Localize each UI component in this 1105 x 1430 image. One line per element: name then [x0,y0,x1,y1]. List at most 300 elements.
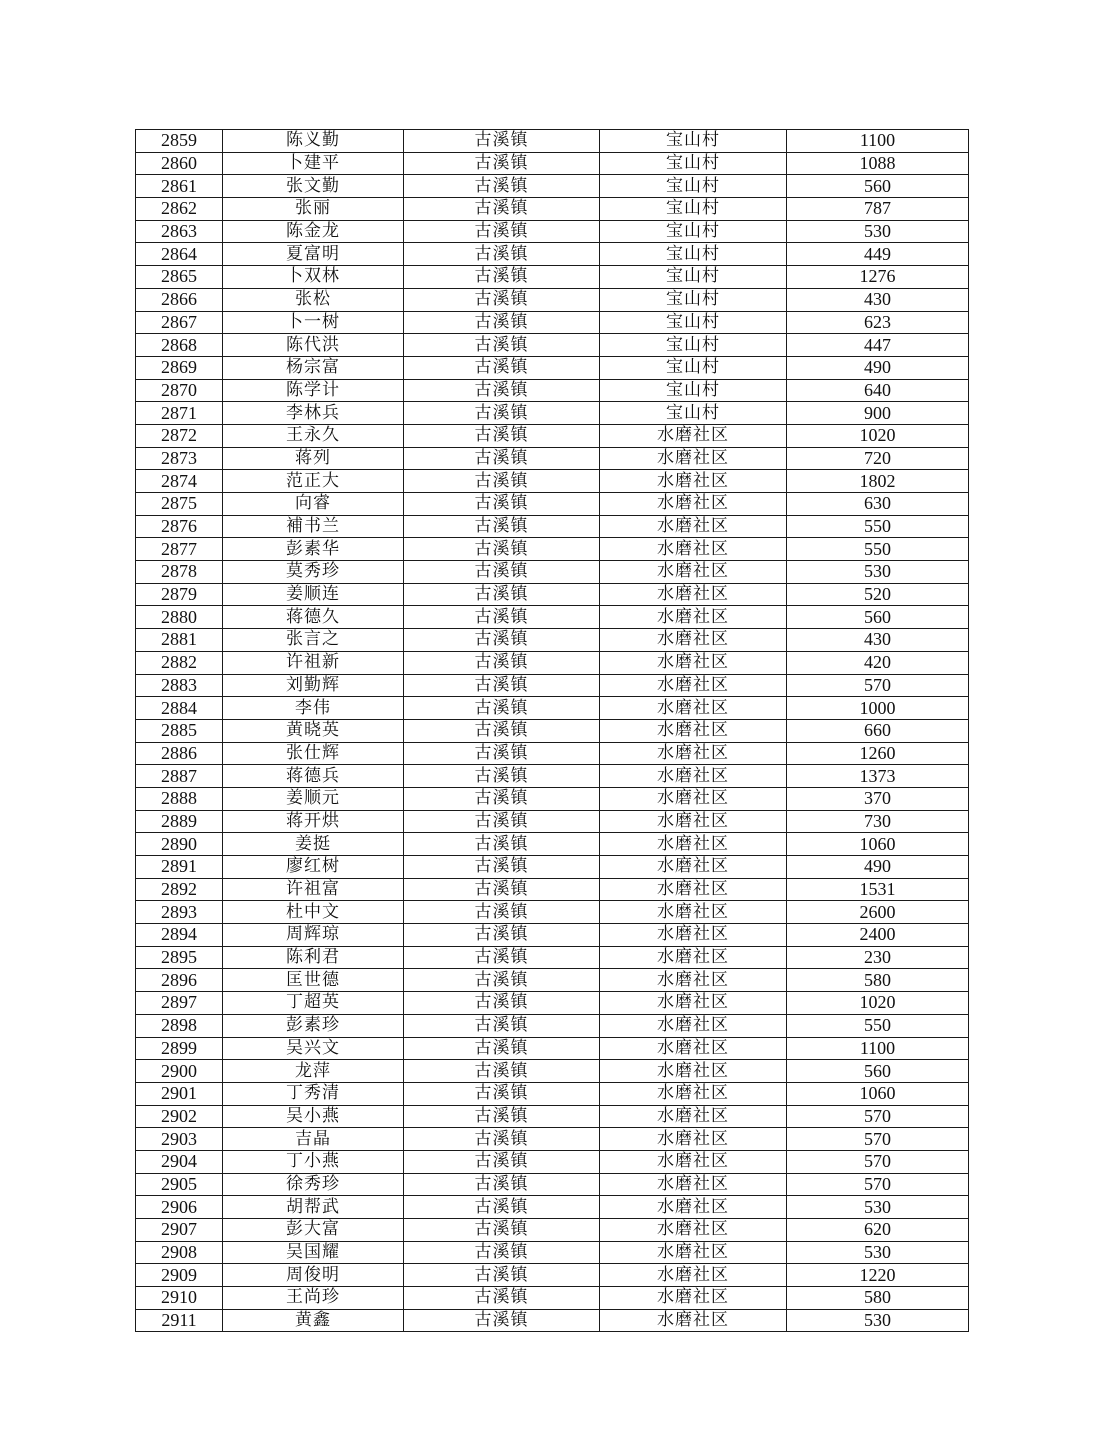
town-cell: 古溪镇 [404,379,600,402]
table-body [136,130,969,1332]
row-id-cell: 2861 [136,175,223,198]
row-id-cell: 2888 [136,787,223,810]
name-cell: 夏富明 [223,243,404,266]
row-id-cell: 2907 [136,1219,223,1242]
row-id-cell: 2860 [136,152,223,175]
name-cell: 卜一树 [223,311,404,334]
village-cell: 水磨社区 [600,651,787,674]
amount-cell: 1260 [787,742,969,765]
village-cell: 水磨社区 [600,992,787,1015]
row-id-cell: 2902 [136,1105,223,1128]
row-id-cell: 2910 [136,1287,223,1310]
row-id-cell: 2863 [136,220,223,243]
amount-cell: 1000 [787,697,969,720]
town-cell: 古溪镇 [404,424,600,447]
table-row [136,561,969,584]
table-row [136,629,969,652]
name-cell: 许祖富 [223,878,404,901]
village-cell: 宝山村 [600,130,787,153]
table-row [136,1241,969,1264]
village-cell: 水磨社区 [600,1219,787,1242]
town-cell: 古溪镇 [404,493,600,516]
village-cell: 水磨社区 [600,1287,787,1310]
row-id-cell: 2893 [136,901,223,924]
row-id-cell: 2891 [136,856,223,879]
village-cell: 水磨社区 [600,1264,787,1287]
table-row [136,606,969,629]
village-cell: 宝山村 [600,152,787,175]
name-cell: 補书兰 [223,515,404,538]
village-cell: 水磨社区 [600,901,787,924]
name-cell: 丁超英 [223,992,404,1015]
village-cell: 水磨社区 [600,1173,787,1196]
amount-cell: 570 [787,1173,969,1196]
table-row [136,856,969,879]
town-cell: 古溪镇 [404,311,600,334]
amount-cell: 530 [787,1309,969,1332]
table-row [136,266,969,289]
table-row [136,878,969,901]
amount-cell: 570 [787,1105,969,1128]
town-cell: 古溪镇 [404,220,600,243]
amount-cell: 370 [787,787,969,810]
table-row [136,924,969,947]
name-cell: 姜顺元 [223,787,404,810]
amount-cell: 420 [787,651,969,674]
table-row [136,470,969,493]
village-cell: 宝山村 [600,198,787,221]
village-cell: 水磨社区 [600,1128,787,1151]
village-cell: 水磨社区 [600,697,787,720]
name-cell: 蒋列 [223,447,404,470]
name-cell: 吴兴文 [223,1037,404,1060]
village-cell: 水磨社区 [600,924,787,947]
town-cell: 古溪镇 [404,334,600,357]
name-cell: 向睿 [223,493,404,516]
amount-cell: 1220 [787,1264,969,1287]
table-row [136,356,969,379]
town-cell: 古溪镇 [404,175,600,198]
village-cell: 水磨社区 [600,719,787,742]
town-cell: 古溪镇 [404,629,600,652]
amount-cell: 1276 [787,266,969,289]
amount-cell: 900 [787,402,969,425]
row-id-cell: 2909 [136,1264,223,1287]
amount-cell: 720 [787,447,969,470]
village-cell: 水磨社区 [600,515,787,538]
name-cell: 卜建平 [223,152,404,175]
village-cell: 水磨社区 [600,470,787,493]
row-id-cell: 2871 [136,402,223,425]
village-cell: 水磨社区 [600,787,787,810]
name-cell: 李林兵 [223,402,404,425]
name-cell: 陈金龙 [223,220,404,243]
amount-cell: 1020 [787,992,969,1015]
row-id-cell: 2898 [136,1014,223,1037]
town-cell: 古溪镇 [404,152,600,175]
table-row [136,334,969,357]
table-row [136,651,969,674]
village-cell: 宝山村 [600,266,787,289]
amount-cell: 2600 [787,901,969,924]
town-cell: 古溪镇 [404,969,600,992]
name-cell: 李伟 [223,697,404,720]
name-cell: 彭素珍 [223,1014,404,1037]
town-cell: 古溪镇 [404,765,600,788]
name-cell: 王永久 [223,424,404,447]
amount-cell: 1100 [787,130,969,153]
table-row [136,1150,969,1173]
town-cell: 古溪镇 [404,651,600,674]
amount-cell: 580 [787,1287,969,1310]
amount-cell: 530 [787,561,969,584]
table-row [136,515,969,538]
table-row [136,288,969,311]
village-cell: 水磨社区 [600,674,787,697]
row-id-cell: 2865 [136,266,223,289]
amount-cell: 787 [787,198,969,221]
row-id-cell: 2867 [136,311,223,334]
row-id-cell: 2875 [136,493,223,516]
table-row [136,1082,969,1105]
row-id-cell: 2879 [136,583,223,606]
table-row [136,787,969,810]
row-id-cell: 2899 [136,1037,223,1060]
row-id-cell: 2886 [136,742,223,765]
village-cell: 水磨社区 [600,1150,787,1173]
row-id-cell: 2873 [136,447,223,470]
town-cell: 古溪镇 [404,1309,600,1332]
town-cell: 古溪镇 [404,810,600,833]
amount-cell: 1802 [787,470,969,493]
name-cell: 张丽 [223,198,404,221]
amount-cell: 570 [787,674,969,697]
table-row [136,1287,969,1310]
row-id-cell: 2859 [136,130,223,153]
town-cell: 古溪镇 [404,606,600,629]
town-cell: 古溪镇 [404,878,600,901]
village-cell: 水磨社区 [600,629,787,652]
town-cell: 古溪镇 [404,1128,600,1151]
name-cell: 蒋德兵 [223,765,404,788]
amount-cell: 530 [787,1241,969,1264]
table-row [136,583,969,606]
town-cell: 古溪镇 [404,1014,600,1037]
row-id-cell: 2878 [136,561,223,584]
table-row [136,1309,969,1332]
town-cell: 古溪镇 [404,266,600,289]
row-id-cell: 2897 [136,992,223,1015]
table-row [136,1037,969,1060]
name-cell: 莫秀珍 [223,561,404,584]
amount-cell: 730 [787,810,969,833]
town-cell: 古溪镇 [404,130,600,153]
table-row [136,1264,969,1287]
table-row [136,719,969,742]
town-cell: 古溪镇 [404,1264,600,1287]
village-cell: 水磨社区 [600,969,787,992]
town-cell: 古溪镇 [404,833,600,856]
village-cell: 宝山村 [600,402,787,425]
table-row [136,810,969,833]
name-cell: 周俊明 [223,1264,404,1287]
name-cell: 吴国耀 [223,1241,404,1264]
village-cell: 水磨社区 [600,742,787,765]
row-id-cell: 2895 [136,946,223,969]
town-cell: 古溪镇 [404,1105,600,1128]
name-cell: 陈学计 [223,379,404,402]
table-row [136,311,969,334]
amount-cell: 430 [787,629,969,652]
town-cell: 古溪镇 [404,992,600,1015]
amount-cell: 560 [787,175,969,198]
row-id-cell: 2892 [136,878,223,901]
town-cell: 古溪镇 [404,1082,600,1105]
amount-cell: 530 [787,1196,969,1219]
name-cell: 胡帮武 [223,1196,404,1219]
row-id-cell: 2866 [136,288,223,311]
amount-cell: 1531 [787,878,969,901]
amount-cell: 640 [787,379,969,402]
town-cell: 古溪镇 [404,1219,600,1242]
name-cell: 姜顺连 [223,583,404,606]
town-cell: 古溪镇 [404,719,600,742]
town-cell: 古溪镇 [404,1173,600,1196]
amount-cell: 1100 [787,1037,969,1060]
amount-cell: 1020 [787,424,969,447]
name-cell: 刘勤辉 [223,674,404,697]
row-id-cell: 2880 [136,606,223,629]
town-cell: 古溪镇 [404,198,600,221]
village-cell: 宝山村 [600,175,787,198]
village-cell: 宝山村 [600,288,787,311]
name-cell: 龙萍 [223,1060,404,1083]
table-row [136,1060,969,1083]
table-row [136,198,969,221]
table-row [136,243,969,266]
table-row [136,742,969,765]
row-id-cell: 2904 [136,1150,223,1173]
village-cell: 水磨社区 [600,1037,787,1060]
table-row [136,969,969,992]
amount-cell: 580 [787,969,969,992]
name-cell: 蒋开烘 [223,810,404,833]
village-cell: 水磨社区 [600,1105,787,1128]
village-cell: 水磨社区 [600,1309,787,1332]
name-cell: 陈代洪 [223,334,404,357]
village-cell: 水磨社区 [600,424,787,447]
village-cell: 水磨社区 [600,561,787,584]
amount-cell: 230 [787,946,969,969]
town-cell: 古溪镇 [404,561,600,584]
table-row [136,493,969,516]
table-row [136,1105,969,1128]
name-cell: 杜中文 [223,901,404,924]
row-id-cell: 2874 [136,470,223,493]
town-cell: 古溪镇 [404,742,600,765]
village-cell: 水磨社区 [600,1241,787,1264]
amount-cell: 550 [787,1014,969,1037]
table-row [136,1014,969,1037]
row-id-cell: 2901 [136,1082,223,1105]
town-cell: 古溪镇 [404,1037,600,1060]
village-cell: 水磨社区 [600,1060,787,1083]
town-cell: 古溪镇 [404,243,600,266]
table-row [136,697,969,720]
name-cell: 周辉琼 [223,924,404,947]
name-cell: 杨宗富 [223,356,404,379]
village-cell: 宝山村 [600,311,787,334]
amount-cell: 430 [787,288,969,311]
row-id-cell: 2887 [136,765,223,788]
row-id-cell: 2883 [136,674,223,697]
name-cell: 黄晓英 [223,719,404,742]
amount-cell: 1373 [787,765,969,788]
row-id-cell: 2870 [136,379,223,402]
town-cell: 古溪镇 [404,1241,600,1264]
village-cell: 水磨社区 [600,833,787,856]
row-id-cell: 2876 [136,515,223,538]
name-cell: 吴小燕 [223,1105,404,1128]
town-cell: 古溪镇 [404,447,600,470]
amount-cell: 630 [787,493,969,516]
table-row [136,379,969,402]
town-cell: 古溪镇 [404,901,600,924]
table-row [136,402,969,425]
village-cell: 宝山村 [600,220,787,243]
amount-cell: 560 [787,1060,969,1083]
table-row [136,447,969,470]
amount-cell: 570 [787,1150,969,1173]
amount-cell: 620 [787,1219,969,1242]
amount-cell: 550 [787,515,969,538]
name-cell: 匡世德 [223,969,404,992]
town-cell: 古溪镇 [404,538,600,561]
row-id-cell: 2872 [136,424,223,447]
row-id-cell: 2864 [136,243,223,266]
village-cell: 水磨社区 [600,1196,787,1219]
name-cell: 吉晶 [223,1128,404,1151]
table-row [136,992,969,1015]
name-cell: 蒋德久 [223,606,404,629]
table-row [136,1128,969,1151]
amount-cell: 570 [787,1128,969,1151]
amount-cell: 550 [787,538,969,561]
table-row [136,152,969,175]
name-cell: 张言之 [223,629,404,652]
row-id-cell: 2894 [136,924,223,947]
name-cell: 张松 [223,288,404,311]
table-row [136,424,969,447]
data-table [135,129,969,1332]
town-cell: 古溪镇 [404,470,600,493]
row-id-cell: 2881 [136,629,223,652]
row-id-cell: 2877 [136,538,223,561]
town-cell: 古溪镇 [404,583,600,606]
amount-cell: 447 [787,334,969,357]
name-cell: 陈利君 [223,946,404,969]
table-row [136,538,969,561]
row-id-cell: 2869 [136,356,223,379]
amount-cell: 1060 [787,1082,969,1105]
village-cell: 水磨社区 [600,810,787,833]
row-id-cell: 2884 [136,697,223,720]
town-cell: 古溪镇 [404,1060,600,1083]
amount-cell: 1088 [787,152,969,175]
town-cell: 古溪镇 [404,787,600,810]
amount-cell: 1060 [787,833,969,856]
name-cell: 黄鑫 [223,1309,404,1332]
village-cell: 水磨社区 [600,946,787,969]
row-id-cell: 2906 [136,1196,223,1219]
town-cell: 古溪镇 [404,1287,600,1310]
table-row [136,946,969,969]
amount-cell: 560 [787,606,969,629]
row-id-cell: 2900 [136,1060,223,1083]
amount-cell: 660 [787,719,969,742]
name-cell: 姜挺 [223,833,404,856]
name-cell: 丁秀清 [223,1082,404,1105]
town-cell: 古溪镇 [404,697,600,720]
table-row [136,765,969,788]
table-row [136,1219,969,1242]
town-cell: 古溪镇 [404,924,600,947]
row-id-cell: 2905 [136,1173,223,1196]
village-cell: 水磨社区 [600,493,787,516]
town-cell: 古溪镇 [404,288,600,311]
amount-cell: 449 [787,243,969,266]
village-cell: 水磨社区 [600,765,787,788]
name-cell: 廖红树 [223,856,404,879]
table-row [136,175,969,198]
name-cell: 陈义勤 [223,130,404,153]
village-cell: 水磨社区 [600,1014,787,1037]
name-cell: 范正大 [223,470,404,493]
village-cell: 宝山村 [600,334,787,357]
town-cell: 古溪镇 [404,356,600,379]
village-cell: 宝山村 [600,379,787,402]
table-row [136,833,969,856]
table-row [136,901,969,924]
row-id-cell: 2889 [136,810,223,833]
table-row [136,130,969,153]
village-cell: 水磨社区 [600,1082,787,1105]
name-cell: 张仕辉 [223,742,404,765]
town-cell: 古溪镇 [404,674,600,697]
table-row [136,1173,969,1196]
row-id-cell: 2890 [136,833,223,856]
amount-cell: 520 [787,583,969,606]
name-cell: 卜双林 [223,266,404,289]
amount-cell: 490 [787,356,969,379]
town-cell: 古溪镇 [404,515,600,538]
row-id-cell: 2882 [136,651,223,674]
row-id-cell: 2903 [136,1128,223,1151]
village-cell: 水磨社区 [600,878,787,901]
row-id-cell: 2911 [136,1309,223,1332]
amount-cell: 623 [787,311,969,334]
row-id-cell: 2908 [136,1241,223,1264]
town-cell: 古溪镇 [404,402,600,425]
amount-cell: 2400 [787,924,969,947]
village-cell: 水磨社区 [600,538,787,561]
town-cell: 古溪镇 [404,946,600,969]
row-id-cell: 2896 [136,969,223,992]
name-cell: 张文勤 [223,175,404,198]
table-row [136,674,969,697]
name-cell: 彭素华 [223,538,404,561]
name-cell: 王尚珍 [223,1287,404,1310]
